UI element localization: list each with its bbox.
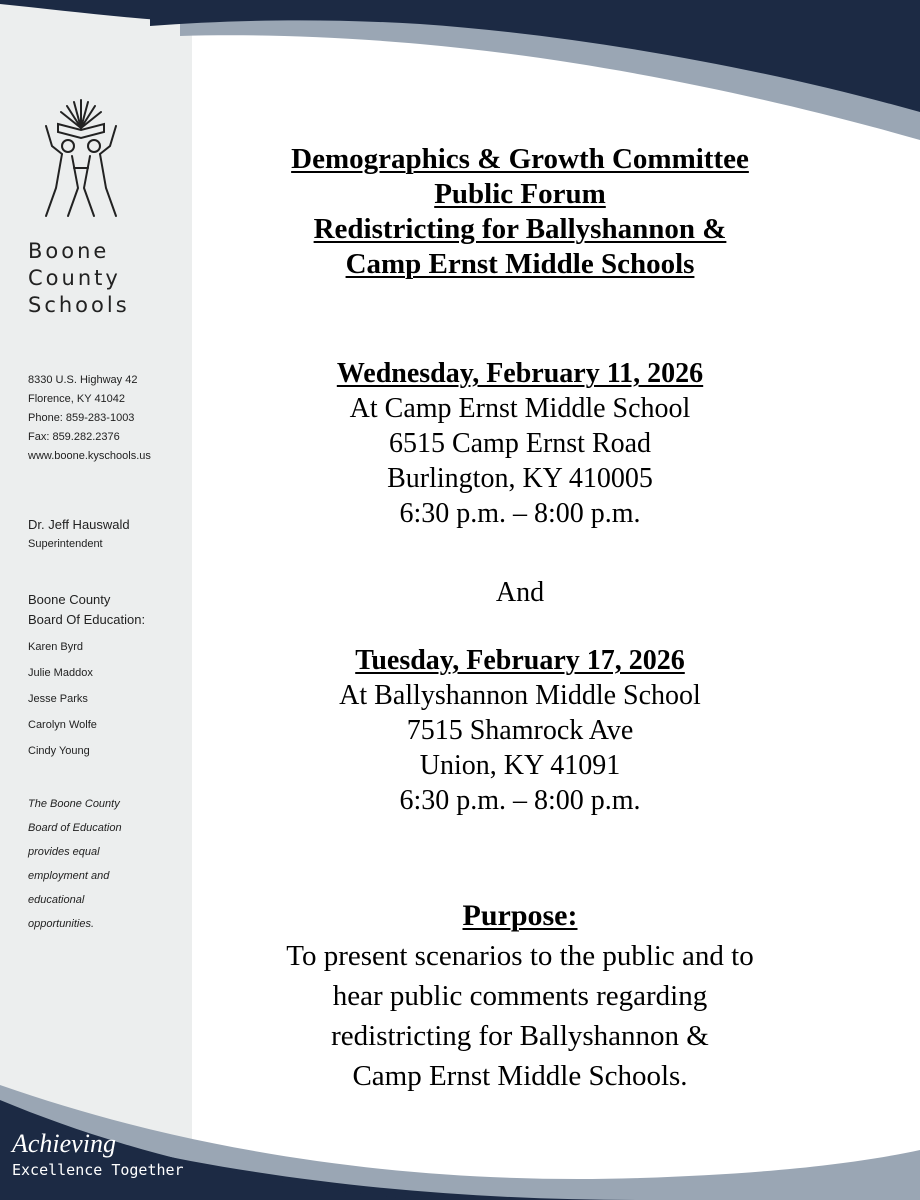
org-name-line: Schools [28, 293, 130, 317]
event-date [200, 643, 840, 678]
purpose-line: redistricting for Ballyshannon & [331, 1020, 709, 1052]
boone-county-schools-logo [38, 98, 124, 228]
equal-opportunity-statement [28, 792, 178, 936]
event-location: At Camp Ernst Middle School [349, 393, 691, 424]
purpose-line: hear public comments regarding [332, 980, 708, 1012]
title-line [200, 142, 840, 177]
website-link[interactable]: www.boone.kyschools.us [28, 450, 151, 462]
title-line-text: Camp Ernst Middle Schools [345, 248, 695, 280]
title-line [200, 212, 840, 247]
purpose-line: To present scenarios to the public and to [286, 940, 754, 972]
address-line-2: Florence, KY 41042 [28, 393, 126, 405]
event-city: Union, KY 41091 [419, 750, 621, 781]
board-heading-line: Board Of Education: [28, 612, 146, 627]
event-1 [200, 356, 840, 531]
event-date-text: Wednesday, February 11, 2026 [336, 358, 704, 389]
board-member: Julie Maddox [28, 667, 93, 679]
event-time: 6:30 p.m. – 8:00 p.m. [399, 498, 641, 529]
superintendent-block [28, 515, 130, 553]
eeo-line: The Boone County [28, 798, 120, 810]
fax-number: Fax: 859.282.2376 [28, 431, 120, 443]
board-member: Jesse Parks [28, 693, 88, 705]
contact-block [28, 371, 151, 466]
title-line-text: Demographics & Growth Committee [291, 143, 749, 175]
org-name-line: County [28, 266, 121, 290]
eeo-line: educational [28, 894, 85, 906]
board-member: Carolyn Wolfe [28, 719, 97, 731]
board-member: Cindy Young [28, 745, 90, 757]
event-street: 6515 Camp Ernst Road [388, 428, 652, 459]
flyer-title [200, 142, 840, 282]
purpose-heading-row [200, 896, 840, 936]
tagline [12, 1130, 184, 1180]
event-date-text: Tuesday, February 17, 2026 [355, 645, 685, 676]
superintendent-name: Dr. Jeff Hauswald [28, 517, 130, 532]
org-name [28, 238, 130, 319]
title-line-text: Public Forum [434, 178, 606, 210]
event-location: At Ballyshannon Middle School [339, 680, 701, 711]
board-member: Karen Byrd [28, 641, 84, 653]
phone-number: Phone: 859-283-1003 [28, 412, 135, 424]
purpose-line: Camp Ernst Middle Schools. [352, 1060, 688, 1092]
event-city: Burlington, KY 410005 [387, 463, 653, 494]
and-separator: And [495, 577, 545, 608]
purpose-section [200, 896, 840, 1096]
board-block [28, 590, 145, 760]
address-line-1: 8330 U.S. Highway 42 [28, 374, 138, 386]
eeo-line: opportunities. [28, 918, 95, 930]
event-2 [200, 643, 840, 818]
purpose-heading: Purpose: [462, 899, 578, 932]
eeo-line: provides equal [28, 846, 100, 858]
title-line [200, 247, 840, 282]
org-name-line: Boone [28, 239, 110, 263]
tagline-line-2: Excellence Together [12, 1161, 184, 1179]
title-line [200, 177, 840, 212]
tagline-line-1: Achieving [12, 1129, 116, 1158]
eeo-line: Board of Education [28, 822, 122, 834]
event-street: 7515 Shamrock Ave [406, 715, 634, 746]
eeo-line: employment and [28, 870, 110, 882]
event-date [200, 356, 840, 391]
board-heading-line: Boone County [28, 592, 111, 607]
superintendent-title: Superintendent [28, 538, 103, 550]
event-time: 6:30 p.m. – 8:00 p.m. [399, 785, 641, 816]
title-line-text: Redistricting for Ballyshannon & [313, 213, 727, 245]
